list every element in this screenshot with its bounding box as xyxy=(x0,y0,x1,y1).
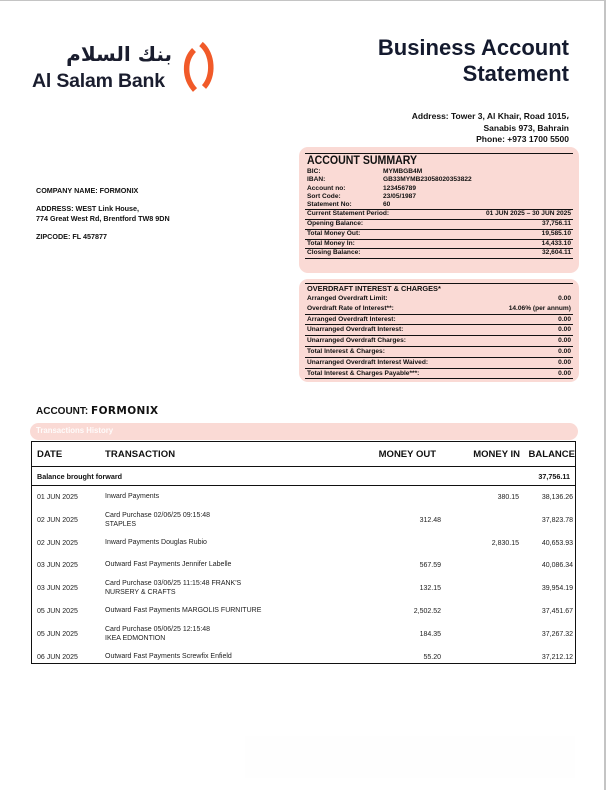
table-row: 03 JUN 2025 Card Purchase 03/06/25 11:15:48 FRANK'S NURSERY & CRAFTS 132.15 39,954.19 xyxy=(37,579,573,596)
title-line-2: Statement xyxy=(462,61,569,86)
overdraft-line: Total Interest & Charges: 0.00 xyxy=(307,347,571,355)
account-name: FORMONIX xyxy=(91,405,159,417)
overdraft-title: OVERDRAFT INTEREST & CHARGES* xyxy=(307,284,441,293)
table-row: 03 JUN 2025 Outward Fast Payments Jennifer Labelle 567.59 40,086.34 xyxy=(37,561,573,569)
summary-detail-statement-no: Statement No: 60 xyxy=(307,201,391,209)
table-row: 01 JUN 2025 Inward Payments 380.15 38,136.26 xyxy=(37,493,573,501)
summary-total-money-in: Total Money In: 14,433.10 xyxy=(307,239,571,247)
account-summary-inner xyxy=(305,153,573,209)
page-title xyxy=(378,35,569,87)
balance-brought-forward-row xyxy=(32,467,575,486)
column-header-balance: BALANCE xyxy=(528,448,575,460)
transactions-table xyxy=(31,441,576,664)
table-row: 05 JUN 2025 Outward Fast Payments MARGOLIS FURNITURE 2,502.52 37,451.67 xyxy=(37,607,573,615)
table-row: 02 JUN 2025 Card Purchase 02/06/25 09:15:48 STAPLES 312.48 37,823.78 xyxy=(37,511,573,528)
transactions-history-bar xyxy=(30,423,578,440)
overdraft-panel xyxy=(299,279,579,382)
bank-contact xyxy=(412,111,569,146)
bank-address-line-2: Sanabis 973, Bahrain xyxy=(483,122,569,133)
logo-english-name: Al Salam Bank xyxy=(32,70,165,92)
column-header-transaction: TRANSACTION xyxy=(105,448,176,460)
transactions-history-label: Transactions History xyxy=(36,426,114,435)
overdraft-line: Arranged Overdraft Interest: 0.00 xyxy=(307,315,571,323)
logo-mark-icon xyxy=(182,40,216,98)
account-summary-title: ACCOUNT SUMMARY xyxy=(307,155,418,167)
column-header-money-in: MONEY IN xyxy=(473,448,520,460)
overdraft-line: Unarranged Overdraft Interest: 0.00 xyxy=(307,326,571,334)
column-header-date: DATE xyxy=(37,448,63,460)
bank-address-line-1: Address: Tower 3, Al Khair, Road 1015، xyxy=(411,111,569,121)
table-row: 05 JUN 2025 Card Purchase 05/06/25 12:15:48 IKEA EDMONTION 184.35 37,267.32 xyxy=(37,625,573,642)
overdraft-line: Unarranged Overdraft Charges: 0.00 xyxy=(307,337,571,345)
balance-brought-forward-label: Balance brought forward xyxy=(37,471,123,481)
overdraft-line: Overdraft Rate of Interest**: 14.06% (per annum) xyxy=(307,304,571,312)
account-summary-panel xyxy=(299,147,579,273)
summary-statement-period: Current Statement Period: 01 JUN 2025 – 30 JUN 2025 xyxy=(307,210,571,218)
faded-footer-area xyxy=(245,736,575,778)
summary-detail-bic: BIC: MYMBGB4M xyxy=(307,168,423,175)
account-heading xyxy=(36,405,159,417)
column-header-money-out: MONEY OUT xyxy=(378,448,436,460)
table-row: 02 JUN 2025 Inward Payments Douglas Rubio 2,830.15 40,653.93 xyxy=(37,539,573,547)
bank-phone: Phone: +973 1700 5500 xyxy=(476,134,569,144)
company-info xyxy=(36,186,170,242)
overdraft-line: Unarranged Overdraft Interest Waived: 0.00 xyxy=(307,358,571,366)
table-header xyxy=(32,442,575,467)
company-zipcode: ZIPCODE: FL 457877 xyxy=(36,232,107,241)
summary-detail-sort-code: Sort Code: 23/05/1987 xyxy=(307,192,417,200)
balance-brought-forward-value: 37,756.11 xyxy=(538,471,570,481)
summary-total-money-out: Total Money Out: 19,585.10 xyxy=(307,229,571,237)
title-line-1: Business Account xyxy=(377,35,569,60)
logo-arabic-name: بنك السلام xyxy=(66,42,172,66)
summary-closing-balance: Closing Balance: 32,604.11 xyxy=(305,248,573,259)
company-address-line-1: ADDRESS: WEST Link House, xyxy=(36,204,140,213)
overdraft-line: Total Interest & Charges Payable***: 0.00 xyxy=(305,368,573,380)
summary-detail-account-no: Account no: 123456789 xyxy=(307,184,417,192)
summary-detail-iban: IBAN: GB33MYMB23058020353822 xyxy=(307,176,472,184)
company-address-line-2: 774 Great West Rd, Brentford TW8 9DN xyxy=(36,214,170,223)
bank-logo xyxy=(30,40,220,100)
overdraft-inner xyxy=(305,283,573,379)
overdraft-line: Arranged Overdraft Limit: 0.00 xyxy=(307,295,571,302)
table-row: 06 JUN 2025 Outward Fast Payments Screwfix Enfield 55.20 37,212.12 xyxy=(37,653,573,661)
account-label: ACCOUNT: xyxy=(36,406,91,417)
summary-opening-balance: Opening Balance: 37,756.11 xyxy=(307,220,571,228)
company-name: COMPANY NAME: FORMONIX xyxy=(36,186,139,195)
